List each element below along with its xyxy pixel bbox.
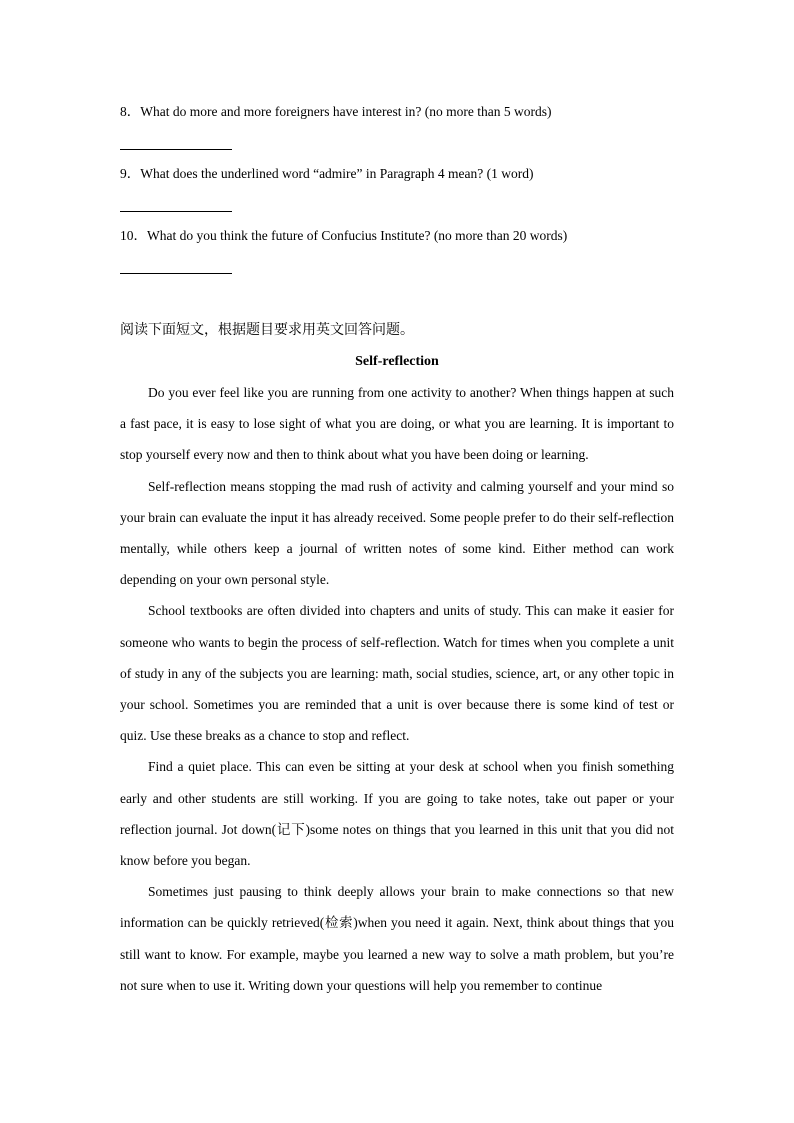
passage-title: Self-reflection bbox=[355, 354, 439, 369]
answer-line-8[interactable] bbox=[120, 149, 232, 150]
question-number: 9． bbox=[120, 166, 141, 181]
paragraph-2: Self-reflection means stopping the mad rush of activity and calming yourself and your mind so your brain can evaluate the input it has already received. Some people prefer to do their self-reflection mentally, while others keep a journal of written notes of some kind. Either method can work depending on your own personal style. bbox=[120, 478, 674, 588]
question-number: 10． bbox=[120, 228, 147, 243]
question-10 bbox=[120, 226, 567, 246]
reading-instruction: 阅读下面短文，根据题目要求用英文回答问题。 bbox=[120, 322, 414, 338]
answer-line-9[interactable] bbox=[120, 211, 232, 212]
question-text: What do you think the future of Confucius Institute? (no more than 20 words) bbox=[147, 228, 568, 243]
question-number: 8． bbox=[120, 104, 141, 119]
question-8 bbox=[120, 102, 552, 122]
paragraph-1: Do you ever feel like you are running from one activity to another? When things happen at such a fast pace, it is easy to lose sight of what you are doing, or what you are learning. It is important to stop yourself every now and then to think about what you have been doing or learning. bbox=[120, 385, 674, 463]
question-text: What do more and more foreigners have interest in? (no more than 5 words) bbox=[140, 104, 552, 119]
answer-line-10[interactable] bbox=[120, 273, 232, 274]
paragraph-5: Sometimes just pausing to think deeply allows your brain to make connections so that new information can be quickly retrieved(检索)when you need it again. Next, think about things that you still want to know. For example, maybe you learned a new way to solve a math problem, but you’re not sure when to use it. Writing down your questions will help you remember to continue bbox=[120, 884, 674, 993]
passage-body bbox=[120, 377, 674, 1001]
question-text: What does the underlined word “admire” in Paragraph 4 mean? (1 word) bbox=[140, 166, 534, 181]
paragraph-4: Find a quiet place. This can even be sitting at your desk at school when you finish something early and other students are still working. If you are going to take notes, take out paper or your reflection journal. Jot down(记下)some notes on things that you learned in this unit that you did not know before you began. bbox=[120, 759, 674, 869]
question-9 bbox=[120, 164, 533, 184]
paragraph-3: School textbooks are often divided into chapters and units of study. This can make it easier for someone who wants to begin the process of self-reflection. Watch for times when you complete a unit of study in any of the subjects you are learning: math, social studies, science, art, or any other topic in your school. Sometimes you are reminded that a unit is over because there is some kind of test or quiz. Use these breaks as a chance to stop and reflect. bbox=[120, 603, 674, 744]
